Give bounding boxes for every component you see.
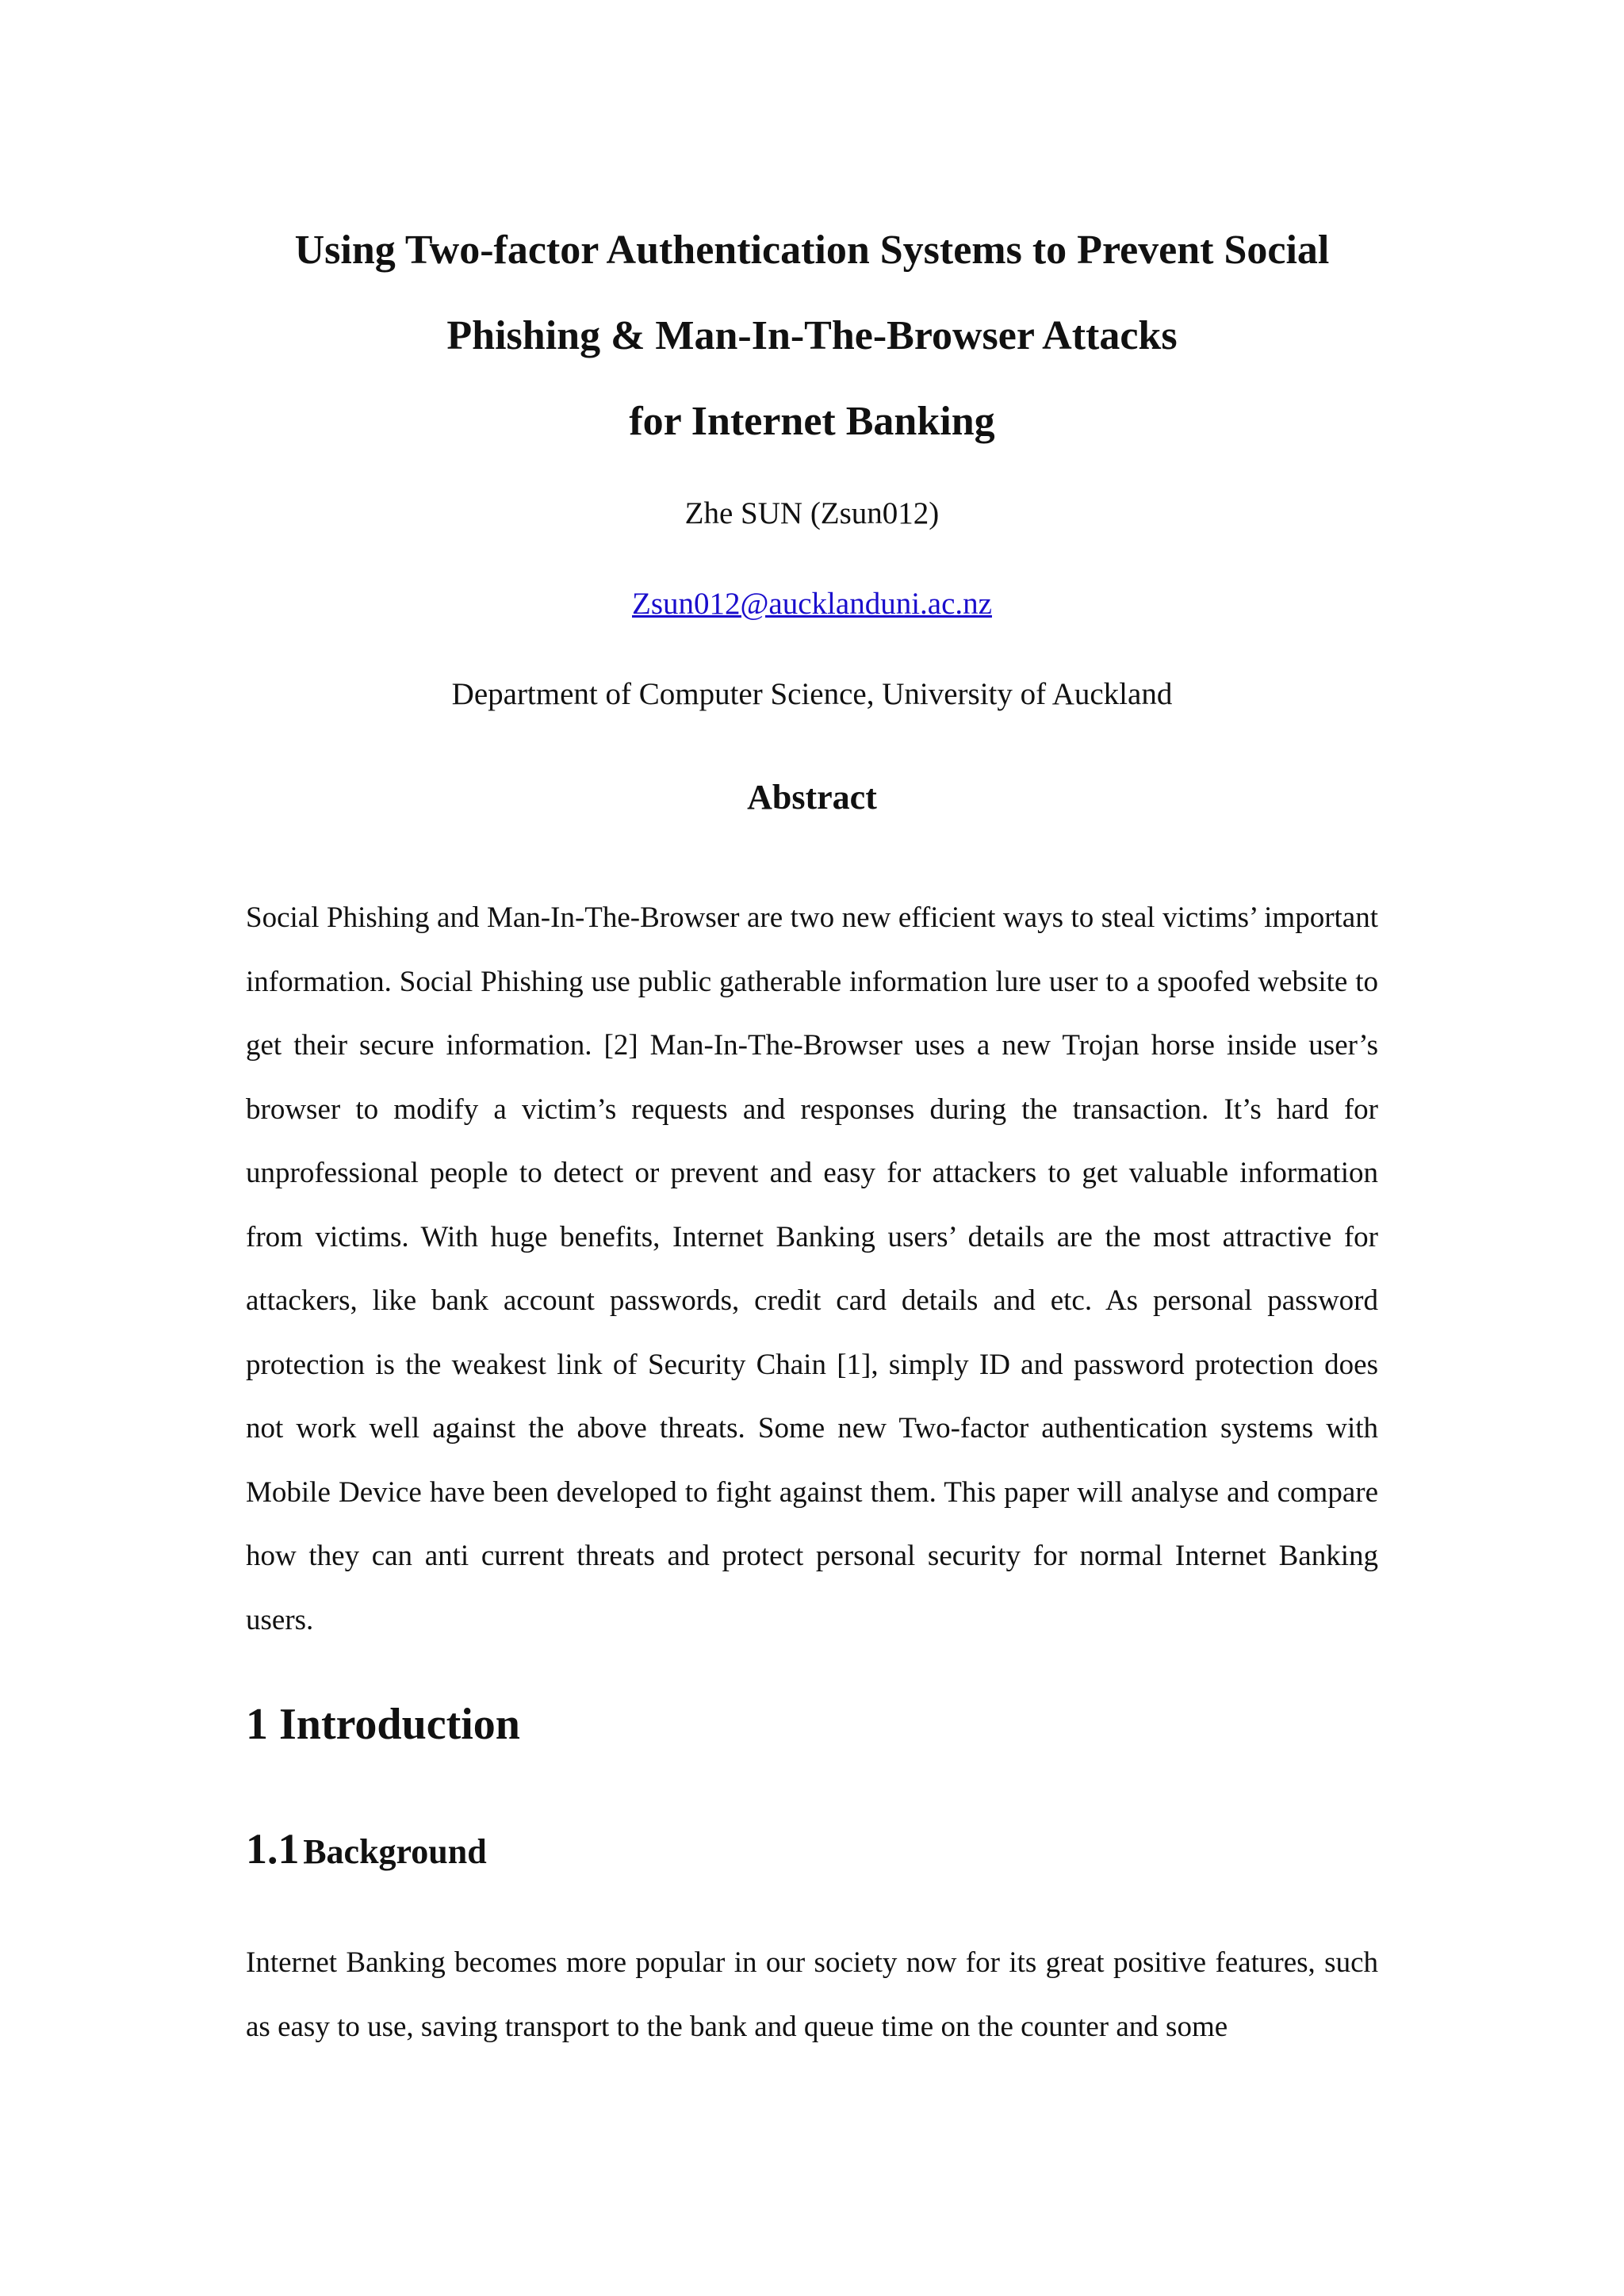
- author-name: Zhe SUN (Zsun012): [684, 496, 940, 530]
- section-heading-introduction: 1 Introduction: [246, 1700, 520, 1749]
- title-line-1: Using Two-factor Authentication Systems to Prevent Social: [294, 228, 1330, 273]
- subsection-number: 1.1: [246, 1825, 300, 1873]
- paper-title: [159, 208, 1465, 465]
- author-email: [159, 582, 1465, 626]
- introduction-text: Internet Banking becomes more popular in our society now for its great positive features, such as easy to use, saving transport to the bank and queue time on the counter and some: [246, 1946, 1378, 2043]
- abstract-heading: Abstract: [747, 778, 877, 817]
- email-link[interactable]: Zsun012@aucklanduni.ac.nz: [632, 587, 992, 621]
- subsection-heading-background: [246, 1823, 487, 1885]
- author-affiliation: Department of Computer Science, University of Auckland: [451, 677, 1173, 711]
- subsection-title: Background: [303, 1832, 487, 1871]
- abstract-text: Social Phishing and Man-In-The-Browser are two new efficient ways to steal victims’ important information. Social Phishing use public gatherable information lure user to a spoofed website to get their secure information. [2] Man-In-The-Browser uses a new Trojan horse inside user’s browser to modify a victim’s requests and responses during the transaction. It’s hard for unprofessional people to detect or prevent and easy for attackers to get valuable information from victims. With huge benefits, Internet Banking users’ details are the most attractive for attackers, like bank account passwords, credit card details and etc. As personal password protection is the weakest link of Security Chain [1], simply ID and password protection does not work well against the above threats. Some new Two-factor authentication systems with Mobile Device have been developed to fight against them. This paper will analyse and compare how they can anti current threats and protect personal security for normal Internet Banking users.: [246, 901, 1378, 1636]
- title-line-3: for Internet Banking: [629, 399, 995, 444]
- title-line-2: Phishing & Man-In-The-Browser Attacks: [446, 313, 1178, 358]
